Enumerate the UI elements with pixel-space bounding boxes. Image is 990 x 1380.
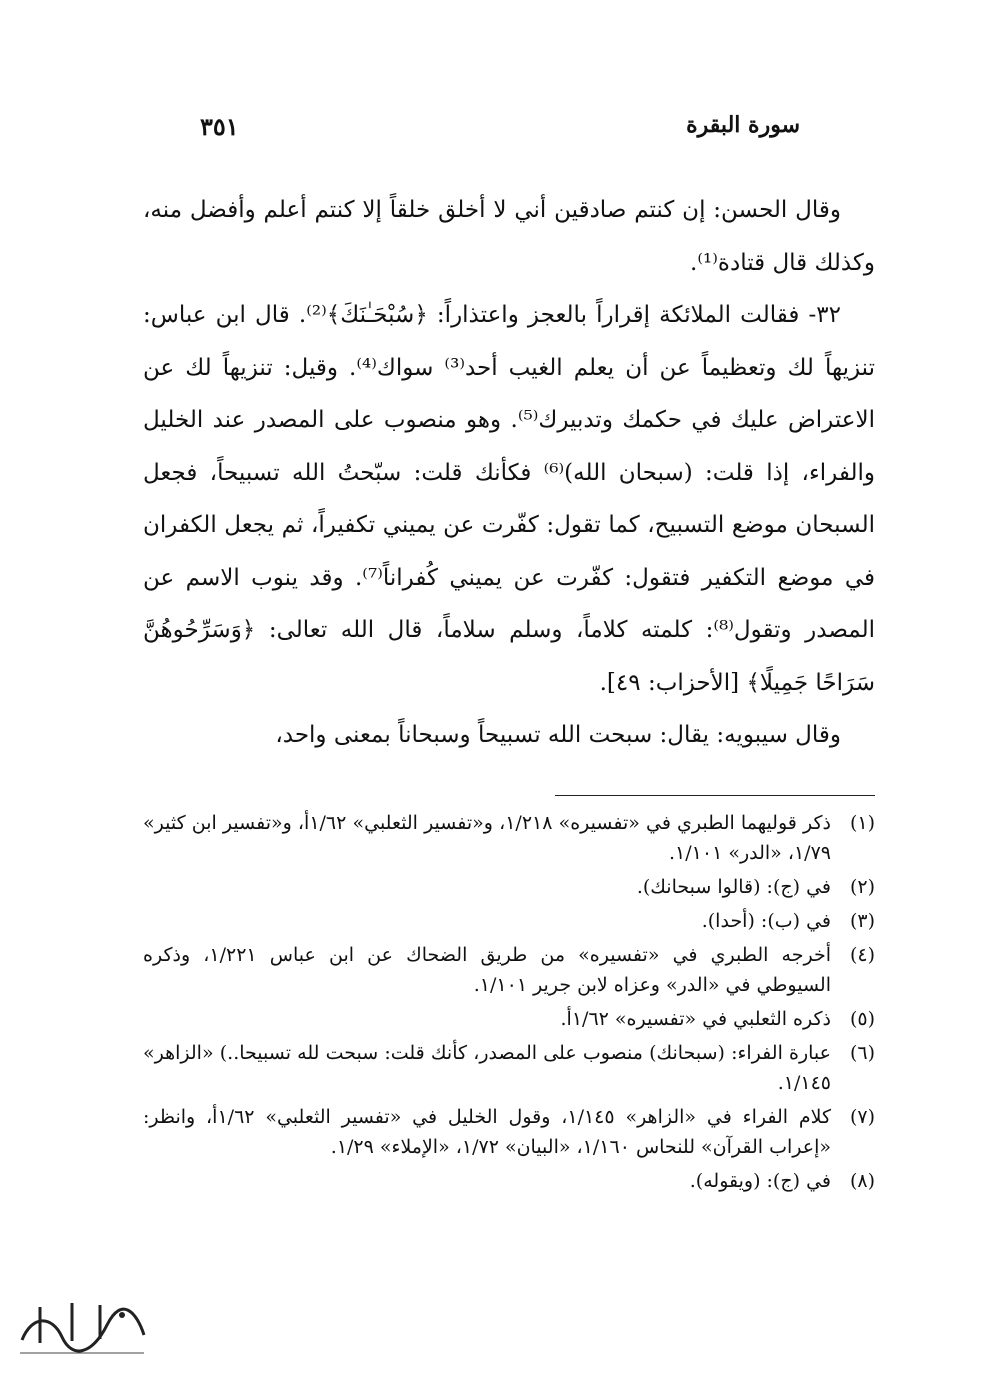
footnote-item (143, 1102, 875, 1162)
running-header (200, 112, 800, 152)
footnote-item (143, 906, 875, 936)
main-text (143, 184, 875, 762)
footnote-text: كلام الفراء في «الزاهر» ١/١٤٥، وقول الخليل في «تفسير الثعلبي» ١/٦٢أ، وانظر: «إعراب القرآن» للنحاس ١/١٦٠، «البيان» ١/٧٢، «الإملاء» ١/٢٩. (143, 1106, 831, 1158)
footnote-text: في (ج): (قالوا سبحانك). (636, 876, 831, 898)
footnote-number: (٤) (849, 944, 875, 966)
surah-title: سورة البقرة (686, 112, 800, 138)
footnote-item (143, 872, 875, 902)
footnote-text: عبارة الفراء: (سبحانك) منصوب على المصدر، كأنك قلت: سبحت لله تسبيحا..) «الزاهر» ١/١٤٥. (143, 1042, 831, 1094)
footnote-divider (555, 795, 875, 796)
footnote-number: (٧) (849, 1106, 875, 1128)
page-number: ٣٥١ (200, 112, 239, 141)
footnote-text: ذكر قوليهما الطبري في «تفسيره» ١/٢١٨، و«تفسير الثعلبي» ١/٦٢أ، و«تفسير ابن كثير» ١/٧٩، «الدر» ١/١٠١. (143, 812, 831, 864)
footnote-text: في (ج): (ويقوله). (689, 1170, 831, 1192)
footnote-item (143, 808, 875, 868)
logo-dot (119, 1312, 125, 1318)
footnote-item (143, 940, 875, 1000)
publisher-logo (12, 1295, 152, 1365)
footnote-text: أخرجه الطبري في «تفسيره» من طريق الضحاك عن ابن عباس ١/٢٢١، وذكره السيوطي في «الدر» وعزاه لابن جرير ١/١٠١. (143, 944, 831, 996)
footnote-number: (٨) (849, 1170, 875, 1192)
footnote-number: (٥) (849, 1008, 875, 1030)
footnote-text: في (ب): (أحدا). (701, 910, 831, 932)
footnote-item (143, 1038, 875, 1098)
footnote-item (143, 1004, 875, 1034)
footnote-number: (٢) (849, 876, 875, 898)
paragraph-2: ٣٢- فقالت الملائكة إقراراً بالعجز واعتذاراً: ﴿سُبْحَـٰنَكَ﴾⁽²⁾. قال ابن عباس: تنزيهاً لك وتعظيماً عن أن يعلم الغيب أحد⁽³⁾ سواك⁽⁴⁾. وقيل: تنزيهاً لك عن الاعتراض عليك في حكمك وتدبيرك⁽⁵⁾. وهو منصوب على المصدر عند الخليل والفراء، إذا قلت: (سبحان الله)⁽⁶⁾ فكأنك قلت: سبّحتُ الله تسبيحاً، فجعل السبحان موضع التسبيح، كما تقول: كفّرت عن يميني تكفيراً، ثم يجعل الكفران في موضع التكفير فتقول: كفّرت عن يميني كُفراناً⁽⁷⁾. وقد ينوب الاسم عن المصدر وتقول⁽⁸⁾: كلمته كلاماً، وسلم سلاماً، قال الله تعالى: ﴿وَسَرِّحُوهُنَّ سَرَاحًا جَمِيلًا﴾ [الأحزاب: ٤٩]. (143, 302, 876, 696)
paragraph-3: وقال سيبويه: يقال: سبحت الله تسبيحاً وسبحاناً بمعنى واحد، (275, 722, 841, 748)
footnote-number: (١) (849, 812, 875, 834)
footnote-number: (٣) (849, 910, 875, 932)
footnote-number: (٦) (849, 1042, 875, 1064)
footnotes (143, 808, 875, 1200)
paragraph-1: وقال الحسن: إن كنتم صادقين أني لا أخلق خلقاً إلا كنتم أعلم وأفضل منه، وكذلك قال قتادة⁽¹⁾. (143, 197, 875, 276)
footnote-item (143, 1166, 875, 1196)
footnote-text: ذكره الثعلبي في «تفسيره» ١/٦٢أ. (560, 1008, 831, 1030)
